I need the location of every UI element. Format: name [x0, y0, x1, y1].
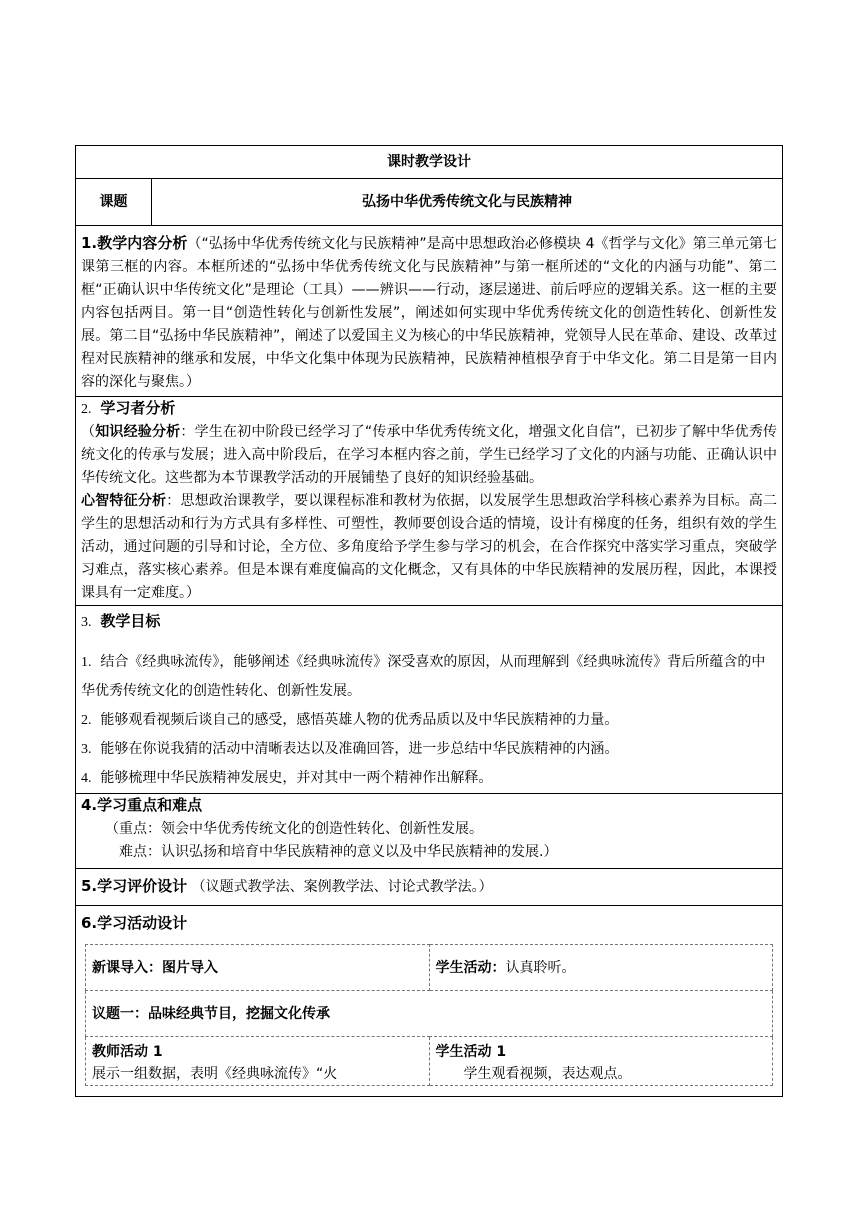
goal-item: 2. 能够观看视频后谈自己的感受，感悟英雄人物的优秀品质以及中华民族精神的力量。 [81, 712, 619, 728]
section2-num: 2. [81, 402, 92, 417]
section-content-analysis [76, 226, 783, 397]
section3-num: 3. [81, 615, 92, 630]
goal-item: 1. 结合《经典咏流传》，能够阐述《经典咏流传》深受喜欢的原因，从而理解到《经典咏流传》背后所蕴含的中华优秀传统文化的创造性转化、创新性发展。 [81, 654, 766, 699]
teacher-activity-label: 教师活动 1 [92, 1044, 163, 1060]
section-teaching-goals [76, 606, 783, 794]
topic-label: 课题 [76, 179, 152, 226]
goal-item: 4. 能够梳理中华民族精神发展史，并对其中一两个精神作出解释。 [81, 770, 493, 786]
intro-student-text: 认真聆听。 [505, 959, 576, 976]
teacher-activity-text: 展示一组数据，表明《经典咏流传》“火 [92, 1066, 338, 1082]
knowledge-text: ：学生在初中阶段已经学习了“传承中华优秀传统文化，增强文化自信”，已初步了解中华优秀传统文化的传承与发展；进入高中阶段后，在学习本框内容之前，学生已经学习了文化的内涵与功能、正确认识中华传统文化。这些都为本节课教学活动的开展铺垫了良好的知识经验基础。 [81, 424, 778, 486]
section-learner-analysis [76, 397, 783, 606]
section5-heading: 5.学习评价设计 [81, 877, 188, 895]
section1-text: （“弘扬中华优秀传统文化与民族精神”是高中思想政治必修模块 4《哲学与文化》第三单元第七课第三框的内容。本框所述的“弘扬中华优秀传统文化与民族精神”与第一框所述的“文化的内涵与功能”、第二框“正确认识中华传统文化”是理论（工具）——辨识——行动，逐层递进、前后呼应的逻辑关系。这一框的主要内容包括两目。第一目“创造性转化与创新性发展”，阐述如何实现中华优秀传统文化的创造性转化、创新性发展。第二目“弘扬中华民族精神”，阐述了以爱国主义为核心的中华民族精神，党领导人民在革命、建设、改革过程对民族精神的继承和发展，中华文化集中体现为民族精神，民族精神植根孕育于中华文化。第二目是第一目内容的深化与聚焦。） [81, 236, 777, 390]
goal-item: 3. 能够在你说我猜的活动中清晰表达以及准确回答，进一步总结中华民族精神的内涵。 [81, 741, 619, 757]
student-activity-label: 学生活动 1 [435, 1044, 507, 1060]
student-activity-text: 学生观看视频，表达观点。 [463, 1066, 632, 1082]
section2-open-paren: （ [81, 424, 96, 440]
mind-text: ：思想政治课教学，要以课程标准和教材为依据，以发展学生思想政治学科核心素养为目标。高二学生的思想活动和行为方式具有多样性、可塑性，教师要创设合适的情境，设计有梯度的任务，组织有效的学生活动，通过问题的引导和讨论，全方位、多角度给予学生参与学习的机会，在合作探究中落实学习重点，突破学习难点，落实核心素养。但是本课有难度偏高的文化概念，又有具体的中华民族精神的发展历程，因此，本课授课具有一定难度。） [81, 493, 777, 601]
lesson-design-document [75, 145, 783, 1097]
section1-heading: 1.教学内容分析 [81, 234, 188, 252]
key-point: （重点：领会中华优秀传统文化的创造性转化、创新性发展。 [105, 821, 483, 837]
intro-student-label: 学生活动： [435, 959, 506, 976]
section-activity-design [76, 906, 783, 1097]
section4-heading: 4.学习重点和难点 [81, 796, 203, 814]
section2-heading: 学习者分析 [100, 399, 176, 417]
section-evaluation [76, 869, 783, 906]
section-key-difficult [76, 794, 783, 869]
section5-text: （议题式教学法、案例教学法、讨论式教学法。） [191, 879, 493, 895]
intro-title: 新课导入：图片导入 [92, 959, 218, 976]
knowledge-label: 知识经验分析 [95, 424, 181, 440]
activity-table [85, 944, 773, 1086]
section3-heading: 教学目标 [100, 612, 161, 630]
topic1-title: 议题一：品味经典节目，挖掘文化传承 [92, 1005, 330, 1022]
difficult-point: 难点：认识弘扬和培育中华民族精神的意义以及中华民族精神的发展.） [119, 844, 558, 860]
section6-heading: 6.学习活动设计 [81, 914, 188, 932]
lesson-design-table [75, 145, 783, 1097]
document-title: 课时教学设计 [76, 146, 783, 179]
mind-label: 心智特征分析 [81, 493, 167, 509]
topic-value: 弘扬中华优秀传统文化与民族精神 [152, 179, 783, 226]
